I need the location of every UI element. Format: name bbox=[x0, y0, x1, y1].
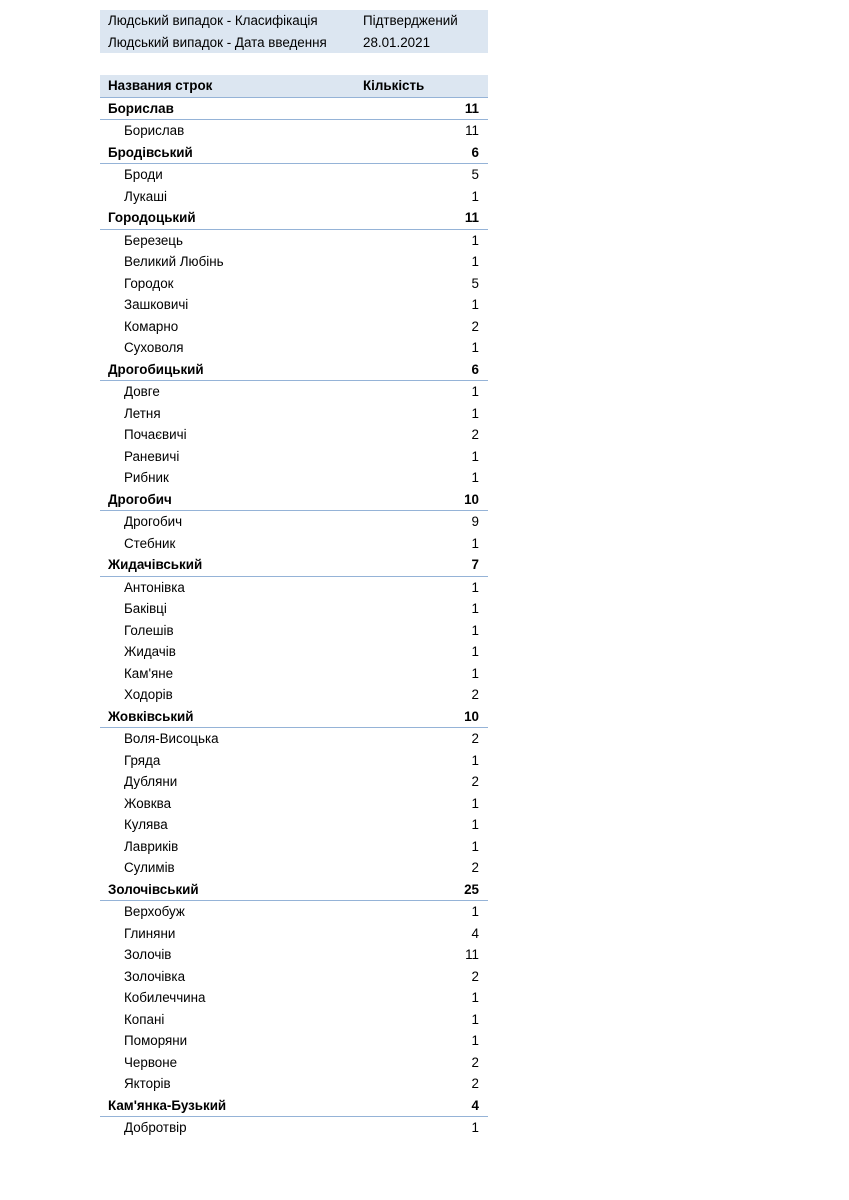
item-row[interactable] bbox=[100, 684, 488, 706]
item-row[interactable] bbox=[100, 424, 488, 446]
item-name: Баківці bbox=[124, 601, 167, 616]
group-row[interactable] bbox=[100, 554, 488, 577]
item-count: 2 bbox=[471, 731, 479, 746]
item-count: 1 bbox=[471, 904, 479, 919]
item-name: Жидачів bbox=[124, 644, 176, 659]
item-count: 2 bbox=[471, 968, 479, 984]
group-total: 10 bbox=[464, 708, 479, 724]
item-row[interactable] bbox=[100, 771, 488, 793]
group-row[interactable] bbox=[100, 1095, 488, 1118]
item-row[interactable] bbox=[100, 120, 488, 142]
group-name: Дрогобич bbox=[108, 491, 172, 507]
count-header[interactable]: Кількість bbox=[363, 78, 425, 93]
item-row[interactable] bbox=[100, 814, 488, 836]
item-name: Гряда bbox=[124, 752, 161, 768]
item-count: 1 bbox=[471, 752, 479, 768]
item-count: 4 bbox=[471, 925, 479, 941]
item-count: 1 bbox=[471, 990, 479, 1005]
item-name: Лавриків bbox=[124, 838, 179, 854]
item-name: Летня bbox=[124, 405, 161, 421]
item-row[interactable] bbox=[100, 1117, 488, 1139]
group-row[interactable] bbox=[100, 98, 488, 121]
item-count: 1 bbox=[471, 817, 479, 832]
item-name: Жовква bbox=[124, 795, 172, 811]
group-total: 11 bbox=[464, 210, 479, 225]
group-total: 11 bbox=[464, 100, 479, 116]
item-row[interactable] bbox=[100, 403, 488, 425]
group-total: 25 bbox=[464, 881, 479, 897]
item-count: 1 bbox=[471, 601, 479, 616]
item-name: Глиняни bbox=[124, 925, 176, 941]
item-name: Кулява bbox=[124, 817, 168, 832]
item-name: Великий Любінь bbox=[124, 254, 224, 269]
group-total: 4 bbox=[471, 1097, 479, 1113]
group-name: Борислав bbox=[108, 100, 174, 116]
item-count: 1 bbox=[471, 838, 479, 854]
item-row[interactable] bbox=[100, 663, 488, 685]
item-row[interactable] bbox=[100, 857, 488, 879]
item-count: 1 bbox=[471, 448, 479, 464]
item-name: Сулимів bbox=[124, 860, 175, 875]
item-row[interactable] bbox=[100, 164, 488, 186]
item-count: 1 bbox=[471, 1011, 479, 1027]
item-count: 2 bbox=[471, 1076, 479, 1091]
item-row[interactable] bbox=[100, 251, 488, 273]
group-name: Жовківський bbox=[108, 708, 194, 724]
item-row[interactable] bbox=[100, 1052, 488, 1074]
filter-value[interactable]: 28.01.2021 bbox=[363, 34, 431, 50]
item-name: Стебник bbox=[124, 535, 176, 551]
item-count: 1 bbox=[471, 622, 479, 638]
item-count: 5 bbox=[471, 167, 479, 182]
item-row[interactable] bbox=[100, 750, 488, 772]
filter-value[interactable]: Підтверджений bbox=[363, 13, 458, 28]
item-name: Червоне bbox=[124, 1054, 178, 1070]
item-row[interactable] bbox=[100, 337, 488, 359]
item-name: Добротвір bbox=[124, 1120, 187, 1135]
item-count: 1 bbox=[471, 1120, 479, 1135]
filter-area bbox=[100, 10, 488, 53]
item-count: 1 bbox=[471, 470, 479, 485]
item-row[interactable] bbox=[100, 966, 488, 988]
item-row[interactable] bbox=[100, 294, 488, 316]
group-row[interactable] bbox=[100, 359, 488, 382]
item-name: Броди bbox=[124, 167, 163, 182]
item-count: 2 bbox=[471, 1054, 479, 1070]
pivot-sheet bbox=[100, 10, 488, 1139]
item-row[interactable] bbox=[100, 620, 488, 642]
item-name: Воля-Висоцька bbox=[124, 731, 219, 746]
group-row[interactable] bbox=[100, 879, 488, 902]
item-name: Лукаші bbox=[124, 188, 167, 204]
group-total: 6 bbox=[471, 361, 479, 377]
item-name: Почаєвичі bbox=[124, 427, 187, 442]
item-count: 1 bbox=[471, 1033, 479, 1048]
group-name: Дрогобицький bbox=[108, 361, 204, 377]
item-count: 1 bbox=[471, 665, 479, 681]
item-count: 2 bbox=[471, 318, 479, 334]
item-count: 2 bbox=[471, 687, 479, 702]
item-count: 5 bbox=[471, 275, 479, 291]
item-count: 1 bbox=[471, 384, 479, 399]
item-name: Копані bbox=[124, 1011, 165, 1027]
group-total: 10 bbox=[464, 491, 479, 507]
item-count: 1 bbox=[471, 188, 479, 204]
item-row[interactable] bbox=[100, 577, 488, 599]
item-count: 2 bbox=[471, 860, 479, 875]
item-row[interactable] bbox=[100, 1073, 488, 1095]
group-row[interactable] bbox=[100, 207, 488, 230]
item-name: Голешів bbox=[124, 622, 174, 638]
item-row[interactable] bbox=[100, 186, 488, 208]
item-name: Довге bbox=[124, 384, 160, 399]
item-count: 2 bbox=[471, 427, 479, 442]
item-name: Рибник bbox=[124, 470, 169, 485]
group-name: Золочівський bbox=[108, 881, 199, 897]
item-row[interactable] bbox=[100, 944, 488, 966]
item-name: Комарно bbox=[124, 318, 179, 334]
group-name: Кам'янка-Бузький bbox=[108, 1097, 227, 1113]
group-total: 7 bbox=[471, 557, 479, 572]
item-name: Поморяни bbox=[124, 1033, 188, 1048]
item-count: 11 bbox=[465, 947, 479, 962]
item-name: Кобилеччина bbox=[124, 990, 206, 1005]
filter-label: Людський випадок - Класифікація bbox=[108, 13, 318, 28]
item-name: Антонівка bbox=[124, 579, 185, 595]
item-name: Борислав bbox=[124, 123, 185, 138]
item-row[interactable] bbox=[100, 511, 488, 533]
item-name: Якторів bbox=[124, 1076, 171, 1091]
group-row[interactable] bbox=[100, 142, 488, 165]
group-name: Бродівський bbox=[108, 144, 193, 160]
filter-row-classification[interactable] bbox=[100, 10, 488, 32]
item-row[interactable] bbox=[100, 641, 488, 663]
item-row[interactable] bbox=[100, 467, 488, 489]
item-row[interactable] bbox=[100, 987, 488, 1009]
item-count: 1 bbox=[471, 579, 479, 595]
item-row[interactable] bbox=[100, 533, 488, 555]
item-count: 1 bbox=[471, 535, 479, 551]
item-count: 1 bbox=[471, 795, 479, 811]
item-name: Раневичі bbox=[124, 448, 180, 464]
item-row[interactable] bbox=[100, 230, 488, 252]
item-row[interactable] bbox=[100, 1009, 488, 1031]
item-row[interactable] bbox=[100, 923, 488, 945]
item-name: Дрогобич bbox=[124, 514, 183, 529]
item-name: Кам'яне bbox=[124, 665, 174, 681]
item-count: 11 bbox=[465, 123, 479, 138]
item-count: 2 bbox=[471, 774, 479, 789]
row-labels-header[interactable]: Названия строк bbox=[108, 78, 213, 93]
group-total: 6 bbox=[471, 144, 479, 160]
item-name: Золочівка bbox=[124, 968, 186, 984]
group-row[interactable] bbox=[100, 706, 488, 729]
item-name: Городок bbox=[124, 275, 174, 291]
item-name: Березець bbox=[124, 232, 183, 248]
filter-label: Людський випадок - Дата введення bbox=[108, 34, 327, 50]
item-row[interactable] bbox=[100, 793, 488, 815]
item-row[interactable] bbox=[100, 901, 488, 923]
pivot-header-row bbox=[100, 75, 488, 98]
item-row[interactable] bbox=[100, 1030, 488, 1052]
item-row[interactable] bbox=[100, 728, 488, 750]
item-name: Дубляни bbox=[124, 774, 178, 789]
item-row[interactable] bbox=[100, 446, 488, 468]
item-row[interactable] bbox=[100, 598, 488, 620]
group-name: Жидачівський bbox=[108, 557, 203, 572]
item-row[interactable] bbox=[100, 836, 488, 858]
item-count: 1 bbox=[471, 297, 479, 312]
pivot-body bbox=[100, 98, 488, 1139]
item-count: 1 bbox=[471, 232, 479, 248]
item-row[interactable] bbox=[100, 273, 488, 295]
item-count: 9 bbox=[471, 514, 479, 529]
item-count: 1 bbox=[471, 340, 479, 355]
item-count: 1 bbox=[471, 405, 479, 421]
item-row[interactable] bbox=[100, 381, 488, 403]
item-name: Суховоля bbox=[124, 340, 184, 355]
item-name: Верхобуж bbox=[124, 904, 185, 919]
item-name: Золочів bbox=[124, 947, 172, 962]
item-name: Ходорів bbox=[124, 687, 173, 702]
item-count: 1 bbox=[471, 644, 479, 659]
group-row[interactable] bbox=[100, 489, 488, 512]
group-name: Городоцький bbox=[108, 210, 196, 225]
item-name: Зашковичі bbox=[124, 297, 189, 312]
item-row[interactable] bbox=[100, 316, 488, 338]
item-count: 1 bbox=[471, 254, 479, 269]
blank-row bbox=[100, 53, 488, 75]
filter-row-date[interactable] bbox=[100, 32, 488, 54]
